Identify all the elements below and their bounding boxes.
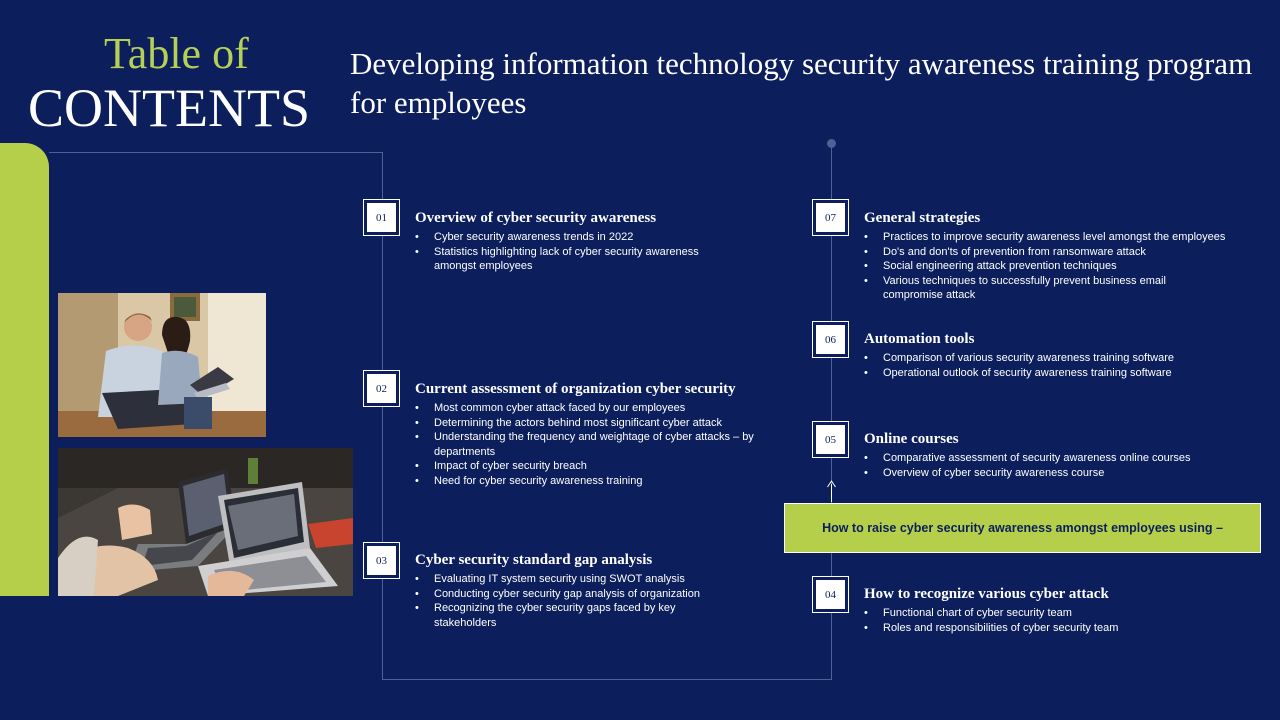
section-number-01-box bbox=[363, 199, 400, 236]
bullet-item: • Social engineering attack prevention techniques bbox=[864, 259, 1269, 274]
section-title: General strategies bbox=[864, 210, 981, 226]
bullet-item: • Most common cyber attack faced by our employees bbox=[415, 401, 765, 416]
arrow-up-icon bbox=[826, 480, 837, 502]
frame-line-top bbox=[49, 152, 383, 153]
bullet-item: • Understanding the frequency and weightage of cyber attacks – by departments bbox=[415, 430, 765, 459]
bullet-item: • Operational outlook of security awareness training software bbox=[864, 366, 1269, 381]
section-number-04-box bbox=[812, 576, 849, 613]
bullet-item: • Overview of cyber security awareness course bbox=[864, 466, 1269, 481]
section-number: 02 bbox=[367, 374, 396, 403]
highlight-banner: How to raise cyber security awareness amongst employees using – bbox=[784, 503, 1261, 553]
section-number-07-box bbox=[812, 199, 849, 236]
section-title: Current assessment of organization cyber security bbox=[415, 381, 736, 397]
section-title: Overview of cyber security awareness bbox=[415, 210, 657, 226]
toc-heading-line1: Table of bbox=[104, 29, 249, 78]
slide-title: Developing information technology security awareness training program for employees bbox=[350, 46, 1253, 120]
bullet-item: • Conducting cyber security gap analysis of organization bbox=[415, 587, 745, 602]
section-title: Automation tools bbox=[864, 331, 975, 347]
section-05[interactable] bbox=[864, 430, 1269, 480]
bullet-item: • Determining the actors behind most significant cyber attack bbox=[415, 416, 765, 431]
section-number: 07 bbox=[816, 203, 845, 232]
couple-with-laptop-photo bbox=[58, 293, 266, 437]
section-number: 04 bbox=[816, 580, 845, 609]
toc-heading-line2: CONTENTS bbox=[28, 78, 310, 138]
bullet-item: • Comparative assessment of security awareness online courses bbox=[864, 451, 1269, 466]
hands-typing-on-laptops-photo bbox=[58, 448, 353, 596]
green-accent-bar bbox=[0, 143, 49, 596]
bullet-item: • Practices to improve security awareness level amongst the employees bbox=[864, 230, 1269, 245]
section-number-02-box bbox=[363, 370, 400, 407]
bullet-item: • Cyber security awareness trends in 2022 bbox=[415, 230, 775, 245]
section-number: 05 bbox=[816, 425, 845, 454]
bullet-item: • Functional chart of cyber security team bbox=[864, 606, 1269, 621]
section-number-06-box bbox=[812, 321, 849, 358]
bullet-item: • Do's and don'ts of prevention from ransomware attack bbox=[864, 245, 1269, 260]
timeline-dot bbox=[827, 139, 836, 148]
section-07[interactable] bbox=[864, 209, 1269, 303]
section-03[interactable] bbox=[415, 551, 775, 630]
frame-line-bottom bbox=[382, 679, 832, 680]
bullet-item: • Various techniques to successfully prevent business email compromise attack bbox=[864, 274, 1209, 303]
bullet-item: • Comparison of various security awareness training software bbox=[864, 351, 1269, 366]
bullet-item: • Roles and responsibilities of cyber security team bbox=[864, 621, 1269, 636]
bullet-item: • Statistics highlighting lack of cyber security awareness amongst employees bbox=[415, 245, 735, 274]
bullet-item: • Impact of cyber security breach bbox=[415, 459, 765, 474]
section-number: 03 bbox=[367, 546, 396, 575]
section-01[interactable] bbox=[415, 209, 775, 274]
section-02[interactable] bbox=[415, 380, 775, 488]
bullet-item: • Evaluating IT system security using SWOT analysis bbox=[415, 572, 705, 587]
bullet-item: • Recognizing the cyber security gaps faced by key stakeholders bbox=[415, 601, 687, 630]
section-number: 01 bbox=[367, 203, 396, 232]
section-title: How to recognize various cyber attack bbox=[864, 586, 1109, 602]
section-number-03-box bbox=[363, 542, 400, 579]
section-title: Cyber security standard gap analysis bbox=[415, 552, 653, 568]
section-number-05-box bbox=[812, 421, 849, 458]
section-04[interactable] bbox=[864, 585, 1269, 635]
section-number: 06 bbox=[816, 325, 845, 354]
section-title: Online courses bbox=[864, 431, 959, 447]
bullet-item: • Need for cyber security awareness training bbox=[415, 474, 765, 489]
section-06[interactable] bbox=[864, 330, 1269, 380]
